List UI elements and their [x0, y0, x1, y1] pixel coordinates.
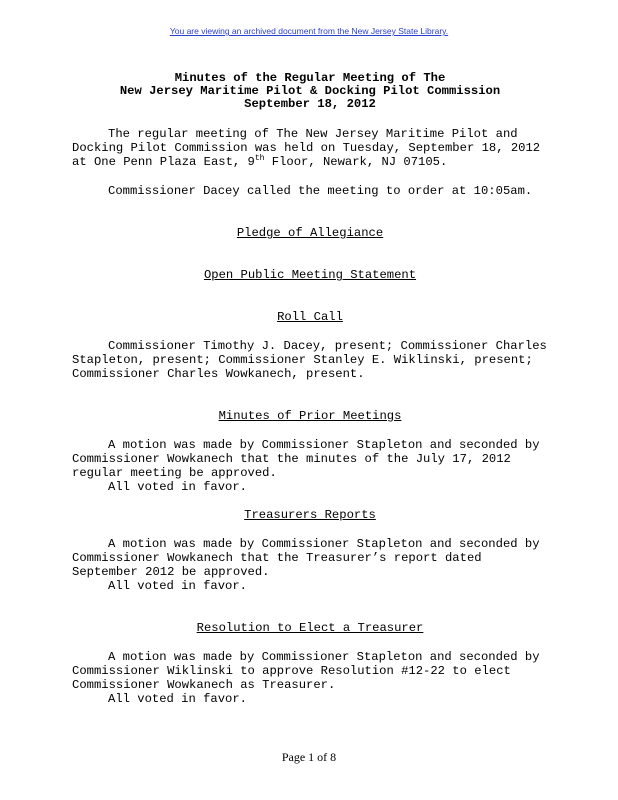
- heading-minutes: Minutes of Prior Meetings: [218, 409, 402, 423]
- intro-text: The regular meeting of The New Jersey Maritime Pilot and Docking Pilot Commission was held on Tuesday, September 18, 2012 at One Penn Plaza East, 9: [72, 127, 541, 169]
- resolution-vote: All voted in favor.: [108, 692, 247, 706]
- minutes-vote: All voted in favor.: [108, 480, 247, 494]
- title-line-1: Minutes of the Regular Meeting of The: [174, 71, 446, 85]
- heading-treasurers-reports: Treasurers Reports: [244, 508, 376, 522]
- treasurers-vote: All voted in favor.: [108, 579, 247, 593]
- minutes-text: A motion was made by Commissioner Stapleton and seconded by Commissioner Wowkanech that the minutes of the July 17, 2012 regular meeting be approved.: [72, 438, 540, 480]
- heading-roll-call: Roll Call: [277, 310, 343, 324]
- treasurers-text: A motion was made by Commissioner Stapleton and seconded by Commissioner Wowkanech that the Treasurer’s report dated September 2012 be approved.: [72, 537, 540, 579]
- document-title: [72, 72, 548, 111]
- intro-text-end: Floor, Newark, NJ 07105.: [264, 155, 448, 169]
- heading-resolution-treasurer: Resolution to Elect a Treasurer: [196, 621, 424, 635]
- title-line-2: New Jersey Maritime Pilot & Docking Pilot Commission: [119, 84, 501, 98]
- intro-paragraph: [72, 127, 548, 169]
- title-line-3: September 18, 2012: [244, 97, 376, 111]
- call-to-order: Commissioner Dacey called the meeting to order at 10:05am.: [108, 184, 533, 198]
- resolution-text: A motion was made by Commissioner Stapleton and seconded by Commissioner Wiklinski to approve Resolution #12-22 to elect Commissioner Wowkanech as Treasurer.: [72, 650, 540, 692]
- heading-pledge: Pledge of Allegiance: [236, 226, 384, 240]
- page-number: Page 1 of 8: [281, 750, 337, 764]
- ordinal-suffix: th: [254, 153, 265, 163]
- document-body: [72, 72, 548, 706]
- archive-banner-link[interactable]: You are viewing an archived document from the New Jersey State Library.: [169, 26, 449, 36]
- roll-call-text: Commissioner Timothy J. Dacey, present; Commissioner Charles Stapleton, present; Commissioner Stanley E. Wiklinski, present; Commissioner Charles Wowkanech, present.: [72, 339, 547, 381]
- heading-open-public-meeting: Open Public Meeting Statement: [203, 268, 417, 282]
